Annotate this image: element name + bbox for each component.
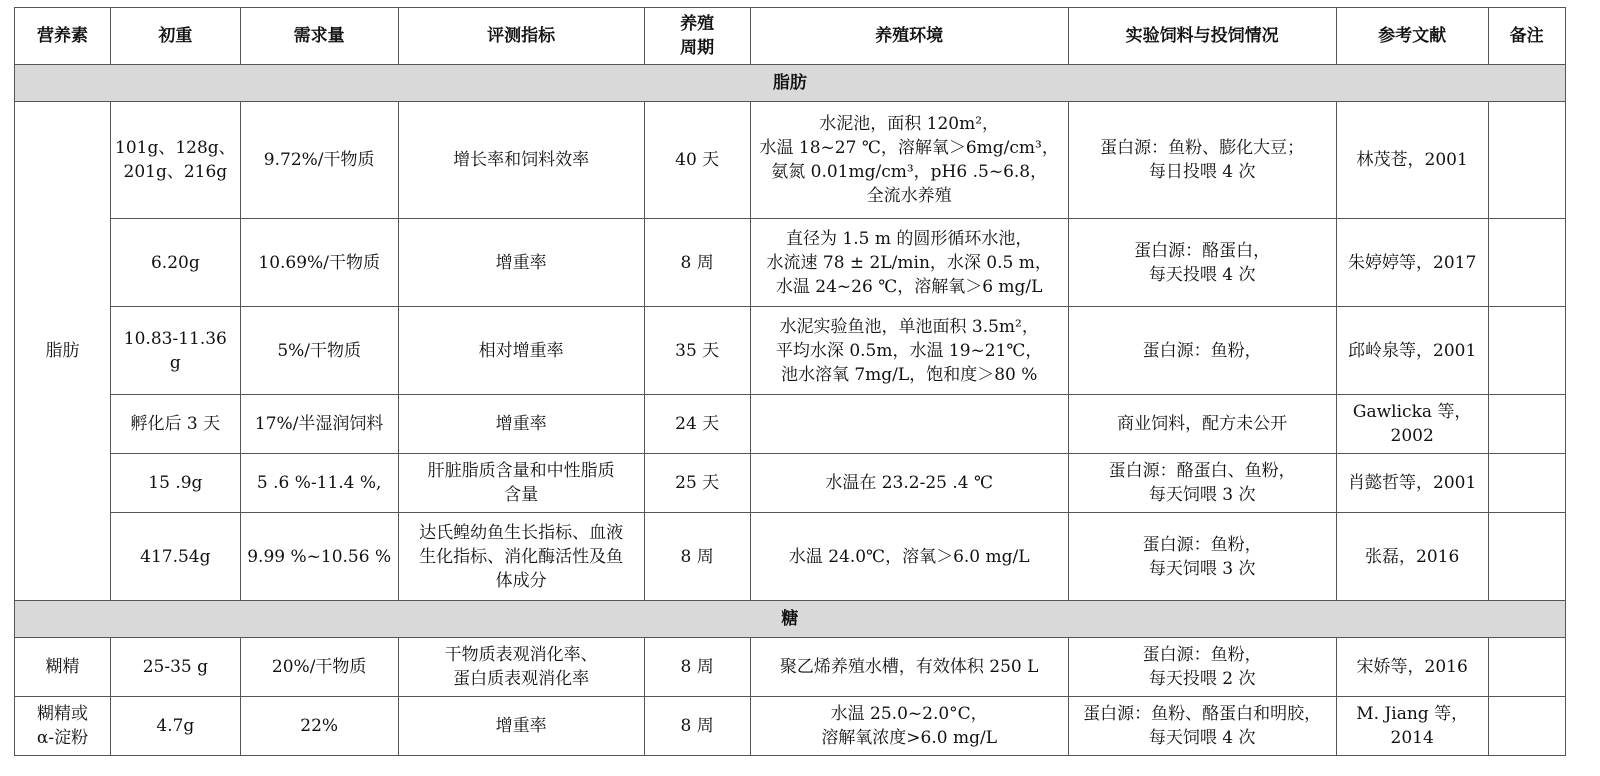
- nutrient-cell: 脂肪: [15, 102, 111, 601]
- cell-line: 40 天: [675, 150, 720, 170]
- environment-cell: [750, 638, 1068, 697]
- indicator-cell: [398, 219, 644, 307]
- cell-line: 直径为 1.5 m 的圆形循环水池，: [785, 228, 1033, 249]
- header-cycle: [644, 8, 750, 65]
- initial-weight-cell: [111, 454, 241, 513]
- header-cycle-line: 周期: [680, 38, 715, 58]
- feed-cell: [1068, 395, 1336, 454]
- note-cell: [1488, 697, 1565, 756]
- reference-cell: [1336, 454, 1488, 513]
- cell-line: 每天饲喂 3 次: [1148, 485, 1256, 505]
- cell-line: 10.83-11.36: [123, 328, 227, 349]
- cell-line: 8 周: [680, 252, 714, 273]
- cycle-cell: [644, 307, 750, 395]
- cell-line: 水温 24.0℃，溶氧＞6.0 mg/L: [788, 546, 1030, 567]
- initial-weight-cell: [111, 697, 241, 756]
- environment-cell: [750, 395, 1068, 454]
- requirement-cell: [240, 219, 398, 307]
- environment-cell: [750, 454, 1068, 513]
- header-row: [15, 8, 1566, 65]
- cell-line: 蛋白源：鱼粉、膨化大豆；: [1100, 138, 1305, 158]
- cell-line: 肖懿哲等，2001: [1348, 473, 1477, 493]
- header-cycle-line: 养殖: [680, 14, 715, 34]
- cell-line: 9.72%/干物质: [263, 150, 375, 170]
- environment-cell: [750, 219, 1068, 307]
- cell-line: 每日投喂 4 次: [1148, 162, 1256, 182]
- requirement-cell: [240, 697, 398, 756]
- cell-line: 水温 25.0~2.0°C，: [830, 704, 988, 724]
- indicator-cell: [398, 638, 644, 697]
- cell-line: 15 .9g: [148, 473, 203, 493]
- requirement-cell: [240, 307, 398, 395]
- feed-cell: [1068, 219, 1336, 307]
- cell-line: 增重率: [495, 716, 547, 736]
- section-header-row: [15, 601, 1566, 638]
- feed-cell: [1068, 638, 1336, 697]
- cell-line: 含量: [504, 485, 539, 505]
- reference-cell: [1336, 219, 1488, 307]
- cell-line: 全流水养殖: [866, 186, 952, 206]
- cell-line: 20%/干物质: [271, 657, 367, 677]
- cycle-cell: [644, 638, 750, 697]
- cell-line: 氨氮 0.01mg/cm³，pH6 .5~6.8，: [771, 162, 1048, 182]
- header-environment: 养殖环境: [750, 8, 1068, 65]
- cell-line: 每天饲喂 4 次: [1148, 728, 1256, 748]
- nutrient-cell: [15, 638, 111, 697]
- feed-cell: [1068, 307, 1336, 395]
- cell-line: 5 .6 %-11.4 %,: [256, 473, 382, 493]
- indicator-cell: [398, 395, 644, 454]
- cell-line: 增重率: [495, 414, 547, 434]
- reference-cell: [1336, 395, 1488, 454]
- cell-line: 201g、216g: [123, 162, 228, 182]
- cell-line: 张磊，2016: [1365, 546, 1460, 567]
- cycle-cell: [644, 697, 750, 756]
- cell-line: 宋娇等，2016: [1356, 657, 1468, 677]
- requirement-cell: [240, 395, 398, 454]
- note-cell: [1488, 102, 1565, 219]
- environment-cell: [750, 307, 1068, 395]
- cell-line: 糊精: [45, 657, 80, 677]
- cell-line: 8 周: [680, 657, 714, 677]
- cell-line: 溶解氧浓度>6.0 mg/L: [821, 728, 998, 748]
- initial-weight-cell: [111, 513, 241, 601]
- cell-line: 糊精或: [37, 704, 88, 724]
- table-row: [15, 697, 1566, 756]
- cell-line: 相对增重率: [478, 340, 564, 361]
- nutrient-requirement-table: [14, 7, 1566, 756]
- reference-cell: [1336, 697, 1488, 756]
- indicator-cell: [398, 454, 644, 513]
- environment-cell: [750, 697, 1068, 756]
- requirement-cell: [240, 513, 398, 601]
- table-row: [15, 307, 1566, 395]
- cell-line: 水流速 78 ± 2L/min，水深 0.5 m，: [766, 252, 1052, 273]
- reference-cell: [1336, 638, 1488, 697]
- note-cell: [1488, 454, 1565, 513]
- initial-weight-cell: [111, 102, 241, 219]
- cell-line: 蛋白源：酪蛋白、鱼粉，: [1108, 461, 1296, 481]
- cell-line: 每天投喂 2 次: [1148, 669, 1256, 689]
- cell-line: Gawlicka 等，: [1352, 402, 1472, 422]
- cell-line: 肝脏脂质含量和中性脂质: [427, 461, 615, 481]
- nutrient-cell: [15, 697, 111, 756]
- cell-line: 蛋白源：鱼粉，: [1142, 645, 1262, 665]
- cell-line: 水温 24~26 ℃，溶解氧＞6 mg/L: [775, 276, 1043, 297]
- cell-line: 林茂苍，2001: [1356, 150, 1468, 170]
- cell-line: 邱岭泉等，2001: [1348, 340, 1477, 361]
- cell-line: 417.54g: [140, 546, 211, 567]
- cycle-cell: [644, 219, 750, 307]
- cell-line: 生化指标、消化酶活性及鱼: [419, 546, 624, 567]
- header-indicator: 评测指标: [398, 8, 644, 65]
- requirement-cell: [240, 638, 398, 697]
- cell-line: 平均水深 0.5m，水温 19~21℃，: [775, 340, 1043, 361]
- section-header-row: [15, 65, 1566, 102]
- cell-line: 水温 18~27 ℃，溶解氧＞6mg/cm³，: [759, 138, 1059, 158]
- cell-line: g: [169, 352, 181, 373]
- reference-cell: [1336, 307, 1488, 395]
- note-cell: [1488, 395, 1565, 454]
- cell-line: 水温在 23.2-25 .4 ℃: [825, 473, 994, 493]
- table-row: [15, 219, 1566, 307]
- cell-line: 35 天: [675, 340, 720, 361]
- cell-line: 22%: [300, 716, 339, 736]
- requirement-cell: [240, 102, 398, 219]
- initial-weight-cell: [111, 307, 241, 395]
- initial-weight-cell: [111, 395, 241, 454]
- reference-cell: [1336, 102, 1488, 219]
- feed-cell: [1068, 513, 1336, 601]
- cell-line: 17%/半湿润饲料: [254, 414, 384, 434]
- indicator-cell: [398, 307, 644, 395]
- note-cell: [1488, 307, 1565, 395]
- cell-line: 朱婷婷等，2017: [1348, 252, 1477, 273]
- cycle-cell: [644, 513, 750, 601]
- header-feed: 实验饲料与投饲情况: [1068, 8, 1336, 65]
- cell-line: 商业饲料，配方未公开: [1117, 414, 1288, 434]
- cell-line: 蛋白源：鱼粉，: [1142, 534, 1262, 555]
- note-cell: [1488, 638, 1565, 697]
- cell-line: 增长率和饲料效率: [453, 150, 590, 170]
- initial-weight-cell: [111, 219, 241, 307]
- cell-line: α-淀粉: [36, 728, 89, 748]
- requirement-cell: [240, 454, 398, 513]
- table-row: [15, 395, 1566, 454]
- table-row: [15, 102, 1566, 219]
- cell-line: 25-35 g: [142, 657, 208, 677]
- initial-weight-cell: [111, 638, 241, 697]
- cell-line: 聚乙烯养殖水槽，有效体积 250 L: [779, 657, 1039, 677]
- indicator-cell: [398, 513, 644, 601]
- section-title: 糖: [15, 601, 1566, 638]
- cell-line: 增重率: [495, 252, 547, 273]
- cell-line: 24 天: [675, 414, 720, 434]
- reference-cell: [1336, 513, 1488, 601]
- cell-line: 8 周: [680, 546, 714, 567]
- cell-line: 水泥池，面积 120m²，: [819, 114, 1000, 134]
- cell-line: 蛋白质表观消化率: [453, 669, 590, 689]
- header-reference: 参考文献: [1336, 8, 1488, 65]
- header-note: 备注: [1488, 8, 1565, 65]
- feed-cell: [1068, 697, 1336, 756]
- cell-line: 8 周: [680, 716, 714, 736]
- cell-line: 池水溶氧 7mg/L，饱和度＞80 %: [780, 364, 1038, 385]
- cell-line: 孵化后 3 天: [130, 414, 221, 434]
- cell-line: 达氏鳇幼鱼生长指标、血液: [419, 522, 624, 543]
- cell-line: 每天饲喂 3 次: [1148, 558, 1256, 579]
- indicator-cell: [398, 697, 644, 756]
- note-cell: [1488, 219, 1565, 307]
- cell-line: 4.7g: [156, 716, 195, 736]
- header-requirement: 需求量: [240, 8, 398, 65]
- cell-line: 101g、128g、: [115, 138, 236, 158]
- environment-cell: [750, 102, 1068, 219]
- cell-line: M. Jiang 等，: [1356, 704, 1469, 724]
- cell-line: 5%/干物质: [277, 340, 362, 361]
- feed-cell: [1068, 454, 1336, 513]
- cell-line: 6.20g: [150, 252, 200, 273]
- cell-line: 蛋白源：鱼粉、酪蛋白和明胶，: [1083, 704, 1322, 724]
- cell-line: 蛋白源：鱼粉，: [1142, 340, 1262, 361]
- cell-line: 每天投喂 4 次: [1148, 264, 1256, 285]
- cell-line: 9.99 %~10.56 %: [247, 546, 392, 567]
- indicator-cell: [398, 102, 644, 219]
- header-nutrient: 营养素: [15, 8, 111, 65]
- section-title: 脂肪: [15, 65, 1566, 102]
- feed-cell: [1068, 102, 1336, 219]
- cell-line: 干物质表观消化率、: [444, 645, 598, 665]
- cycle-cell: [644, 102, 750, 219]
- cell-line: 体成分: [495, 570, 547, 591]
- cycle-cell: [644, 395, 750, 454]
- environment-cell: [750, 513, 1068, 601]
- cell-line: 25 天: [675, 473, 720, 493]
- cell-line: 2014: [1390, 728, 1434, 748]
- table-row: [15, 454, 1566, 513]
- cell-line: 蛋白源：酪蛋白，: [1134, 240, 1271, 261]
- cell-line: 水泥实验鱼池，单池面积 3.5m²，: [779, 316, 1039, 337]
- cell-line: 10.69%/干物质: [258, 252, 380, 273]
- note-cell: [1488, 513, 1565, 601]
- cycle-cell: [644, 454, 750, 513]
- cell-line: 2002: [1390, 426, 1434, 446]
- table-row: [15, 638, 1566, 697]
- header-initial-weight: 初重: [111, 8, 241, 65]
- table-row: [15, 513, 1566, 601]
